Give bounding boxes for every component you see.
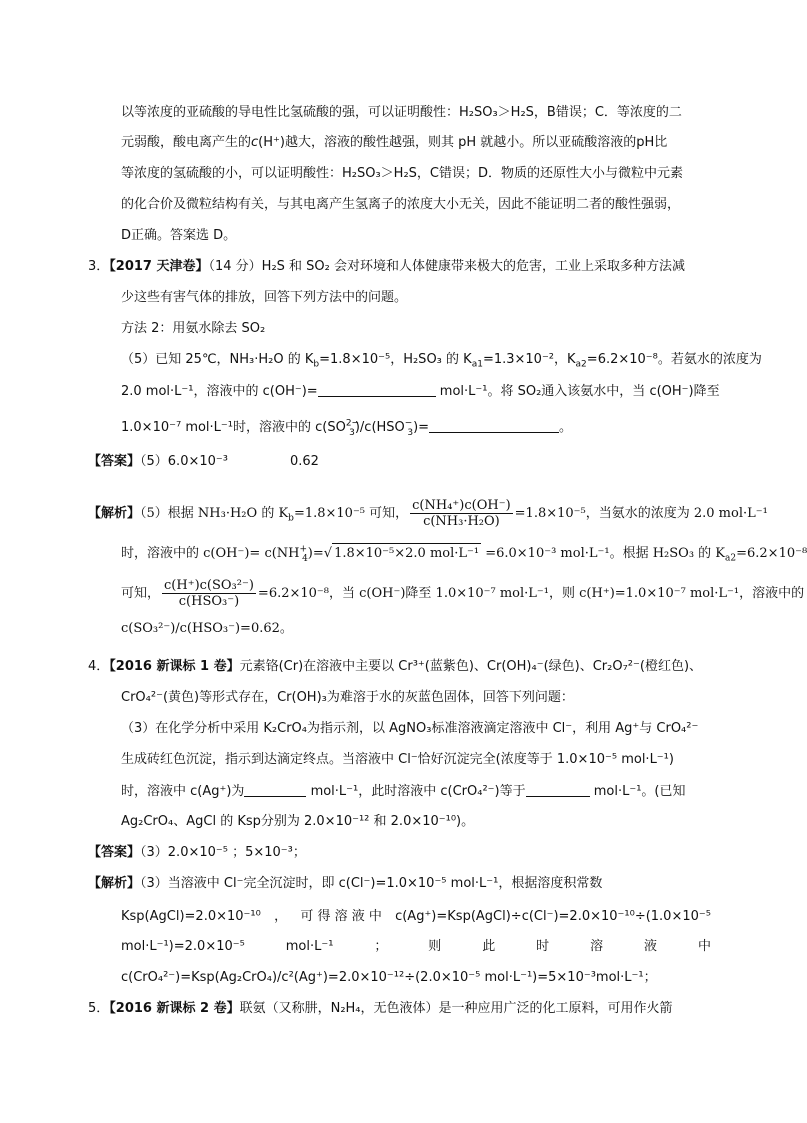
fraction: $\frac{\text{c(H⁺)c(SO₃²⁻)}}{\text{c(HSO₃⁻)}}$ [164,578,254,609]
text-line: （5）已知 25℃，NH₃·H₂O 的 $K_b=1.8\times 10^{-5}$，H₂SO₃ 的 $K_{a1}=1.3\times 10^{-2}$，$K_{a2}=6.2\times 10^{-8}$。若氨水的浓度为 [121,352,762,370]
text-line: （3）在化学分析中采用 K₂CrO₄为指示剂，以 AgNO₃标准溶液滴定溶液中 Cl⁻，利用 Ag⁺与 CrO₄²⁻ [121,721,699,736]
explanation-label: 【解析】 [88,876,141,891]
text-line: D正确。答案选 D。 [121,228,237,243]
explanation-line: c(CrO₄²⁻)=Ksp(Ag₂CrO₄)/c²(Ag⁺)=2.0×10⁻¹²÷(2.0×10⁻⁵ mol·L⁻¹)=5×10⁻³mol·L⁻¹； [121,970,657,985]
text-line: 1.0×10⁻⁷ mol·L⁻¹时，溶液中的 $c(SO^{2-}_3)/c(HSO^-_3)=$ 。 [121,418,573,438]
sqrt-sign: √ [323,546,333,561]
explanation-line: Ksp(AgCl)=2.0×10⁻¹⁰ ， 可 得 溶 液 中 c(Ag⁺)=Ksp(AgCl)÷c(Cl⁻)=2.0×10⁻¹⁰÷(1.0×10⁻⁵ [121,909,711,924]
question-source: 【2016 新课标 2 卷】 [109,1001,240,1016]
question-number: 5． [88,1001,110,1016]
text-line: Ag₂CrO₄、AgCl 的 Ksp分别为 2.0×10⁻¹² 和 2.0×10⁻¹⁰)。 [121,814,475,829]
explanation-line: 时，溶液中的 $c(OH^-)= c(NH^+_4)=√$ 1.8×10⁻⁵×2.0 mol·L⁻¹ =6.0×10⁻³ mol·L⁻¹。根据 H₂SO₃ 的 $K_{a2}=6.2\times 10^{-8}$ [121,544,807,564]
question-source: 【2017 天津卷】 [109,259,209,274]
text-line: 时，溶液中 c(Ag⁺)为 mol·L⁻¹，此时溶液中 c(CrO₄²⁻)等于 mol·L⁻¹。(已知 [121,784,686,799]
text-line: 生成砖红色沉淀，指示到达滴定终点。当溶液中 Cl⁻恰好沉淀完全(浓度等于 1.0×10⁻⁵ mol·L⁻¹) [121,752,674,767]
text-line: 以等浓度的亚硫酸的导电性比氢硫酸的强，可以证明酸性：H₂SO₃＞H₂S，B错误；C．等浓度的二 [121,105,682,120]
question-3-line: 3．【2017 天津卷】（14 分）H₂S 和 SO₂ 会对环境和人体健康带来极大的危害，工业上采取多种方法减 [88,259,686,274]
explanation-line: c(SO₃²⁻)/c(HSO₃⁻)=0.62。 [121,621,293,636]
explanation-line: 可知， $\frac{\text{c(H⁺)c(SO₃²⁻)}}{\text{c(HSO₃⁻)}}$ =6.2×10⁻⁸，当 c(OH⁻)降至 1.0×10⁻⁷ mol·L⁻¹，则 c(H⁺)=1.0×10⁻⁷ mol·L⁻¹，溶液中的 [121,578,805,609]
explanation-line: mol·L⁻¹)=2.0×10⁻⁵ mol·L⁻¹ ； 则 此 时 溶 液 中 [121,939,711,954]
answer-blank[interactable] [526,784,590,797]
text-line: 的化合价及微粒结构有关，与其电离产生氢离子的浓度大小无关，因此不能证明二者的酸性强弱， [121,197,681,212]
text-line: 少这些有害气体的排放，回答下列方法中的问题。 [121,290,408,305]
answer-blank[interactable] [429,420,559,433]
answer-blank[interactable] [244,784,306,797]
question-5-line: 5．【2016 新课标 2 卷】联氨（又称肼，N₂H₄，无色液体）是一种应用广泛的化工原料，可用作火箭 [88,1001,673,1016]
answer-line: 【答案】（5）6.0×10⁻³ 0.62 [88,454,319,469]
answer-label: 【答案】 [88,454,141,469]
explanation-line: 【解析】（3）当溶液中 Cl⁻完全沉淀时，即 c(Cl⁻)=1.0×10⁻⁵ mol·L⁻¹，根据溶度积常数 [88,876,603,891]
question-number: 3． [88,259,110,274]
text-line: 等浓度的氢硫酸的小，可以证明酸性：H₂SO₃＞H₂S，C错误；D．物质的还原性大小与微粒中元素 [121,166,684,181]
answer-label: 【答案】 [88,845,141,860]
explanation-label: 【解析】 [88,506,141,521]
explanation-line: 【解析】（5）根据 NH₃·H₂O 的 $K_b=1.8\times 10^{-5}$ 可知， $\frac{\text{c(NH₄⁺)c(OH⁻)}}{\text{c(NH₃·H₂O)}}$ =1.8×10⁻⁵，当氨水的浓度为 2.0 mol·L⁻¹ [88,498,768,529]
text-line: 元弱酸，酸电离产生的c(H⁺)越大，溶液的酸性越强，则其 pH 就越小。所以亚硫酸溶液的pH比 [121,135,668,150]
method-heading: 方法 2：用氨水除去 SO₂ [121,321,266,336]
text-line: CrO₄²⁻(黄色)等形式存在，Cr(OH)₃为难溶于水的灰蓝色固体，回答下列问题： [121,690,574,705]
fraction: $\frac{\text{c(NH₄⁺)c(OH⁻)}}{\text{c(NH₃·H₂O)}}$ [412,498,511,529]
answer-blank[interactable] [318,384,436,397]
question-number: 4． [88,659,110,674]
question-source: 【2016 新课标 1 卷】 [109,659,240,674]
answer-line: 【答案】（3）2.0×10⁻⁵ ；5×10⁻³； [88,845,306,860]
question-4-line: 4．【2016 新课标 1 卷】元素铬(Cr)在溶液中主要以 Cr³⁺(蓝紫色)、Cr(OH)₄⁻(绿色)、Cr₂O₇²⁻(橙红色)、 [88,659,703,674]
text-line: 2.0 mol·L⁻¹，溶液中的 c(OH⁻)= mol·L⁻¹。将 SO₂通入该氨水中，当 c(OH⁻)降至 [121,384,720,399]
